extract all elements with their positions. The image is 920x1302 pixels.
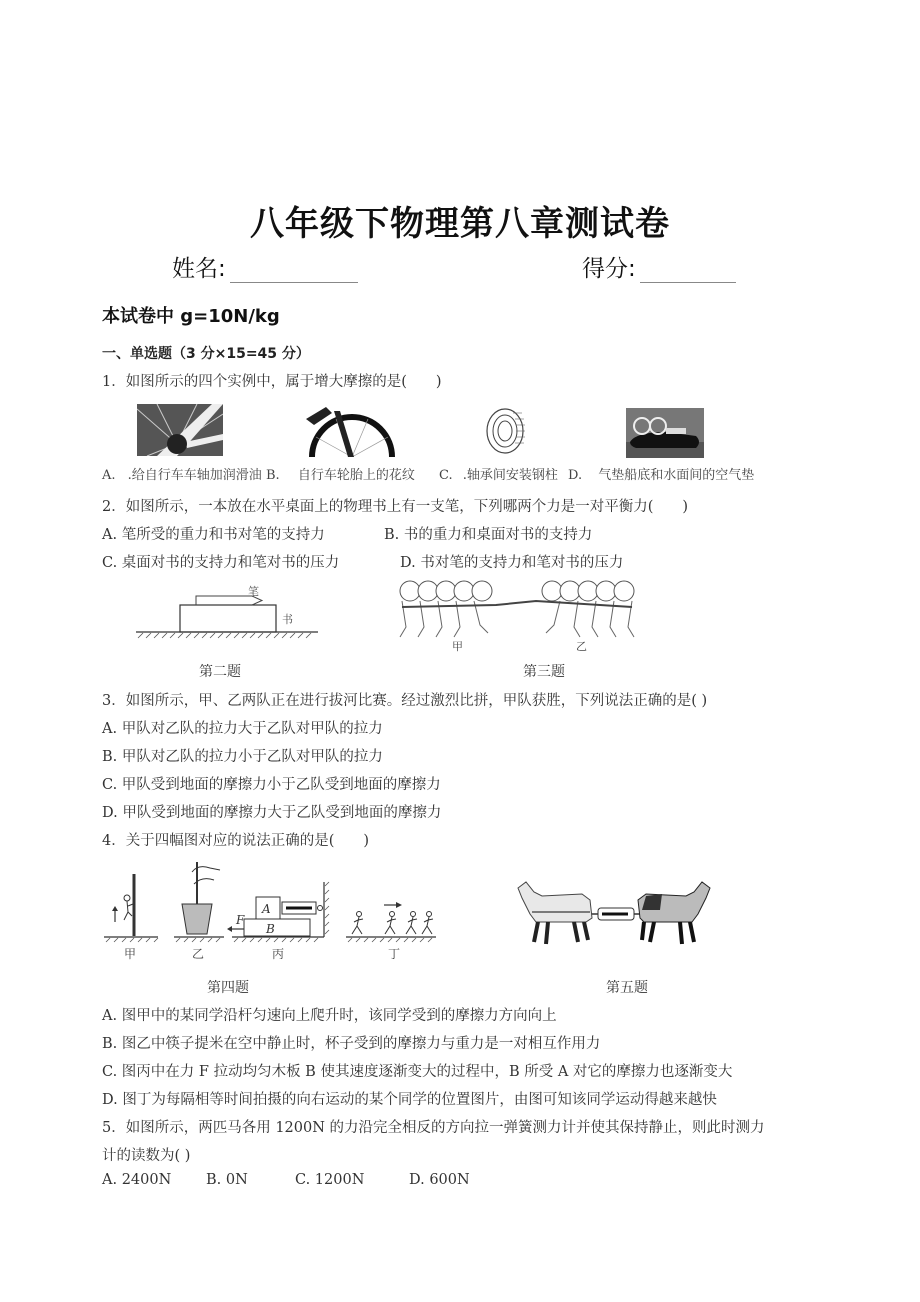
q1-image-d-hovercraft (626, 408, 704, 458)
q5-caption: 第五题 (606, 980, 648, 996)
q3-team-b-label: 乙 (576, 640, 587, 653)
q3-option-a[interactable]: A. 甲队对乙队的拉力大于乙队对甲队的拉力 (102, 721, 383, 737)
q4-option-a[interactable]: A. 图甲中的某同学沿杆匀速向上爬升时，该同学受到的摩擦力方向向上 (102, 1008, 557, 1024)
q4-panel-blocks (227, 882, 329, 961)
q2-stem: 2．如图所示，一本放在水平桌面上的物理书上有一支笔，下列哪两个力是一对平衡力( ) (102, 499, 689, 515)
q1-option-d[interactable] (568, 464, 754, 483)
page-title: 八年级下物理第八章测试卷 (250, 204, 670, 244)
q5-option-d[interactable]: D. 600N (409, 1172, 470, 1188)
q1-option-b-key: B. (266, 468, 280, 483)
q3-option-b[interactable]: B. 甲队对乙队的拉力小于乙队对甲队的拉力 (102, 749, 383, 765)
q3-option-d[interactable]: D. 甲队受到地面的摩擦力大于乙队受到地面的摩擦力 (102, 805, 442, 821)
q5-option-b[interactable]: B. 0N (206, 1172, 248, 1188)
q1-stem: 1．如图所示的四个实例中，属于增大摩擦的是( ) (102, 374, 442, 390)
gravity-note: 本试卷中 g=10N/kg (102, 306, 280, 327)
q3-caption: 第三题 (523, 664, 565, 680)
q1-image-c-bearing (484, 407, 526, 455)
q1-option-d-text: 气垫船底和水面间的空气垫 (598, 468, 755, 483)
q4-force-label: F (236, 913, 245, 927)
q1-option-c-key: C. (439, 468, 453, 483)
q1-option-a[interactable] (102, 464, 262, 483)
q4-block-a-label: A (262, 902, 271, 916)
q4-caption: 第四题 (207, 980, 249, 996)
q5-option-c[interactable]: C. 1200N (295, 1172, 365, 1188)
q1-option-c-text: .轴承间安装钢柱 (462, 468, 558, 483)
q2-pen-label: 笔 (248, 585, 259, 598)
q4-figure-four-panels (102, 862, 438, 962)
q4-panel-runner (346, 902, 436, 961)
q5-option-a[interactable]: A. 2400N (102, 1172, 172, 1188)
q4-label-c: 丙 (272, 947, 285, 961)
q1-option-b[interactable] (266, 464, 415, 483)
q1-option-b-text: 自行车轮胎上的花纹 (297, 468, 415, 483)
q3-figure-tug-of-war (396, 577, 640, 653)
q4-option-b[interactable]: B. 图乙中筷子提米在空中静止时，杯子受到的摩擦力与重力是一对相互作用力 (102, 1036, 601, 1052)
q2-book-label: 书 (282, 613, 293, 626)
q4-panel-climbing (104, 874, 158, 961)
q4-option-c[interactable]: C. 图丙中在力 F 拉动均匀木板 B 使其速度逐渐变大的过程中，B 所受 A 对它的摩擦力也逐渐变大 (102, 1064, 733, 1080)
q2-option-b[interactable]: B. 书的重力和桌面对书的支持力 (384, 527, 593, 543)
q4-label-b: 乙 (192, 947, 205, 961)
q4-label-a: 甲 (124, 947, 137, 961)
q1-option-d-key: D. (568, 468, 583, 483)
right-horse (638, 882, 710, 944)
score-field (582, 250, 736, 283)
q3-option-c[interactable]: C. 甲队受到地面的摩擦力小于乙队受到地面的摩擦力 (102, 777, 441, 793)
q3-stem: 3．如图所示，甲、乙两队正在进行拔河比赛。经过激烈比拼，甲队获胜，下列说法正确的是( ) (102, 693, 708, 709)
q4-label-d: 丁 (388, 947, 401, 961)
name-label: 姓名: (172, 256, 226, 282)
q2-option-c[interactable]: C. 桌面对书的支持力和笔对书的压力 (102, 555, 340, 571)
q4-option-d[interactable]: D. 图丁为每隔相等时间拍摄的向右运动的某个同学的位置图片，由图可知该同学运动得越来越快 (102, 1092, 717, 1108)
q4-panel-chopsticks (174, 862, 224, 961)
q1-option-c[interactable] (439, 464, 558, 483)
q1-option-a-key: A. (102, 468, 116, 483)
q4-stem: 4．关于四幅图对应的说法正确的是( ) (102, 833, 370, 849)
q5-stem-line2: 计的读数为( ) (102, 1148, 191, 1164)
q2-figure-book-pen (134, 583, 320, 639)
q1-option-a-text: .给自行车车轴加润滑油 (127, 468, 262, 483)
left-horse (518, 882, 592, 944)
q1-image-a-bicycle-axle (137, 404, 223, 456)
q2-option-d[interactable]: D. 书对笔的支持力和笔对书的压力 (400, 555, 624, 571)
name-blank[interactable] (230, 260, 358, 283)
q3-team-a-label: 甲 (452, 640, 463, 653)
score-label: 得分: (582, 256, 636, 282)
q2-option-a[interactable]: A. 笔所受的重力和书对笔的支持力 (102, 527, 325, 543)
q4-block-b-label: B (266, 922, 275, 936)
q5-stem-line1: 5．如图所示，两匹马各用 1200N 的力沿完全相反的方向拉一弹簧测力计并使其保持静止，则此时测力 (102, 1120, 765, 1136)
score-blank[interactable] (640, 260, 736, 283)
section-heading: 一、单选题（3 分×15=45 分） (102, 346, 310, 362)
name-field (172, 250, 358, 283)
q5-figure-horses-spring-scale (512, 878, 716, 950)
q2-caption: 第二题 (199, 664, 241, 680)
q1-image-b-bicycle-tire (306, 407, 398, 457)
